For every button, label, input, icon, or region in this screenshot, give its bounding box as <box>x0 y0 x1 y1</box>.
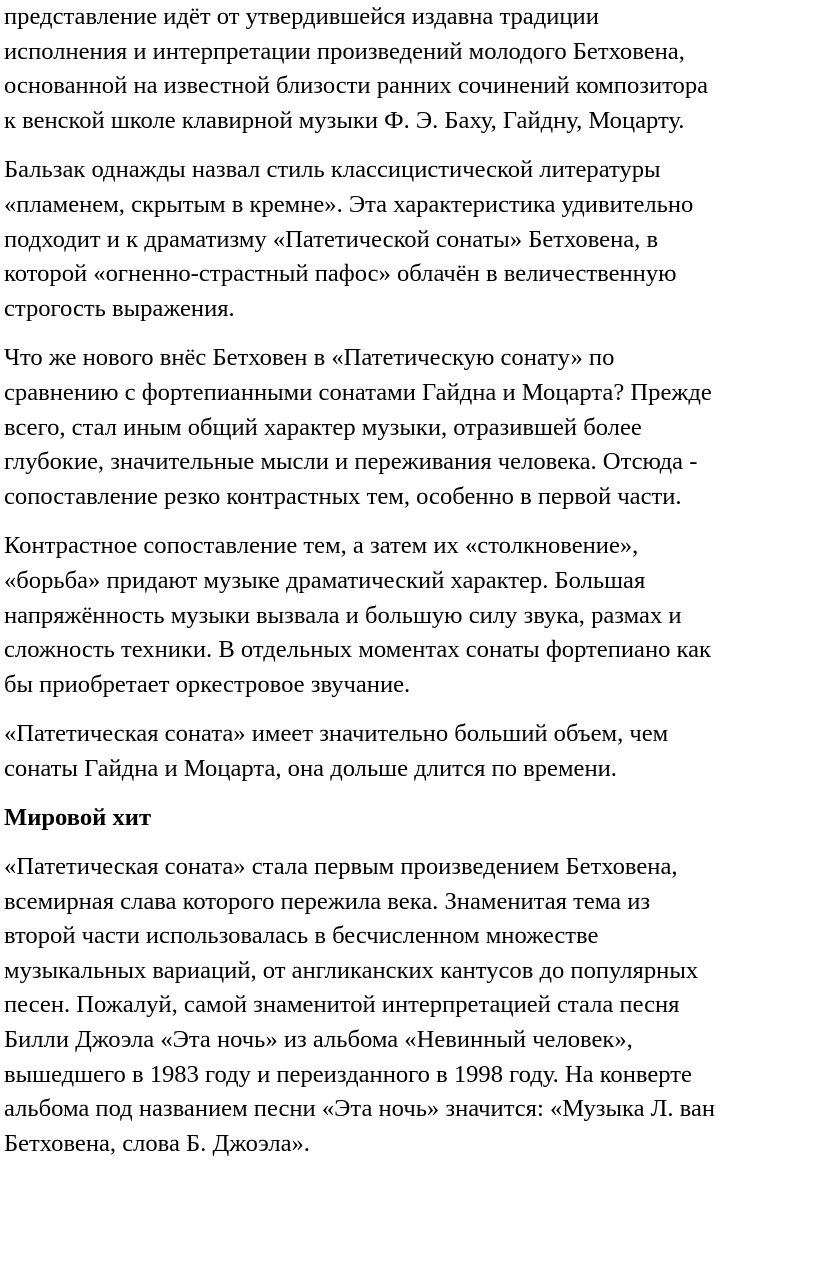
text-line: строгость выражения. <box>4 294 235 322</box>
paragraph-world-hit <box>4 850 810 1161</box>
text-line: «Патетическая соната» стала первым произведением Бетховена, <box>4 853 678 881</box>
text-line: основанной на известной близости ранних сочинений композитора <box>4 72 709 100</box>
text-line: сравнению с фортепианными сонатами Гайдна и Моцарта? Прежде <box>4 378 712 406</box>
text-line: исполнения и интерпретации произведений молодого Бетховена, <box>4 37 685 65</box>
text-line: Контрастное сопоставление тем, а затем их «столкновение», <box>4 532 639 560</box>
section-heading <box>4 801 810 836</box>
text-line: подходит и к драматизму «Патетической сонаты» Бетховена, в <box>4 225 659 253</box>
paragraph-volume <box>4 717 810 786</box>
text-line: Бальзак однажды назвал стиль классицистической литературы <box>4 156 661 184</box>
paragraph-novelty <box>4 341 810 514</box>
text-line: всемирная слава которого пережила века. Знаменитая тема из <box>4 887 651 915</box>
text-line: второй части использовалась в бесчисленном множестве <box>4 922 599 950</box>
text-line: сопоставление резко контрастных тем, особенно в первой части. <box>4 482 682 510</box>
paragraph-tradition <box>4 0 810 138</box>
text-line: альбома под названием песни «Эта ночь» значится: «Музыка Л. ван <box>4 1095 716 1123</box>
text-line: глубокие, значительные мысли и переживания человека. Отсюда - <box>4 448 698 476</box>
text-line: всего, стал иным общий характер музыки, отразившей более <box>4 413 642 441</box>
text-line: «борьба» придают музыке драматический характер. Большая <box>4 566 646 594</box>
text-line: вышедшего в 1983 году и переизданного в 1998 году. На конверте <box>4 1060 692 1088</box>
text-line: «Патетическая соната» имеет значительно больший объем, чем <box>4 720 669 748</box>
text-line: сонаты Гайдна и Моцарта, она дольше длится по времени. <box>4 754 617 782</box>
paragraph-contrast <box>4 529 810 702</box>
heading-text: Мировой хит <box>4 804 152 832</box>
paragraph-balzac <box>4 153 810 326</box>
text-line: сложность техники. В отдельных моментах сонаты фортепиано как <box>4 636 711 664</box>
text-line: бы приобретает оркестровое звучание. <box>4 670 411 698</box>
text-line: к венской школе клавирной музыки Ф. Э. Баху, Гайдну, Моцарту. <box>4 106 685 134</box>
text-line: напряжённость музыки вызвала и большую силу звука, размах и <box>4 601 682 629</box>
text-line: песен. Пожалуй, самой знаменитой интерпретацией стала песня <box>4 991 680 1019</box>
text-line: которой «огненно-страстный пафос» облачён в величественную <box>4 260 677 288</box>
text-line: представление идёт от утвердившейся издавна традиции <box>4 3 599 30</box>
text-line: музыкальных вариаций, от англиканских кантусов до популярных <box>4 956 699 984</box>
text-line: Билли Джоэла «Эта ночь» из альбома «Невинный человек», <box>4 1026 633 1054</box>
text-line: Что же нового внёс Бетховен в «Патетическую сонату» по <box>4 344 615 372</box>
text-line: Бетховена, слова Б. Джоэла». <box>4 1129 310 1157</box>
text-line: «пламенем, скрытым в кремне». Эта характеристика удивительно <box>4 190 694 218</box>
